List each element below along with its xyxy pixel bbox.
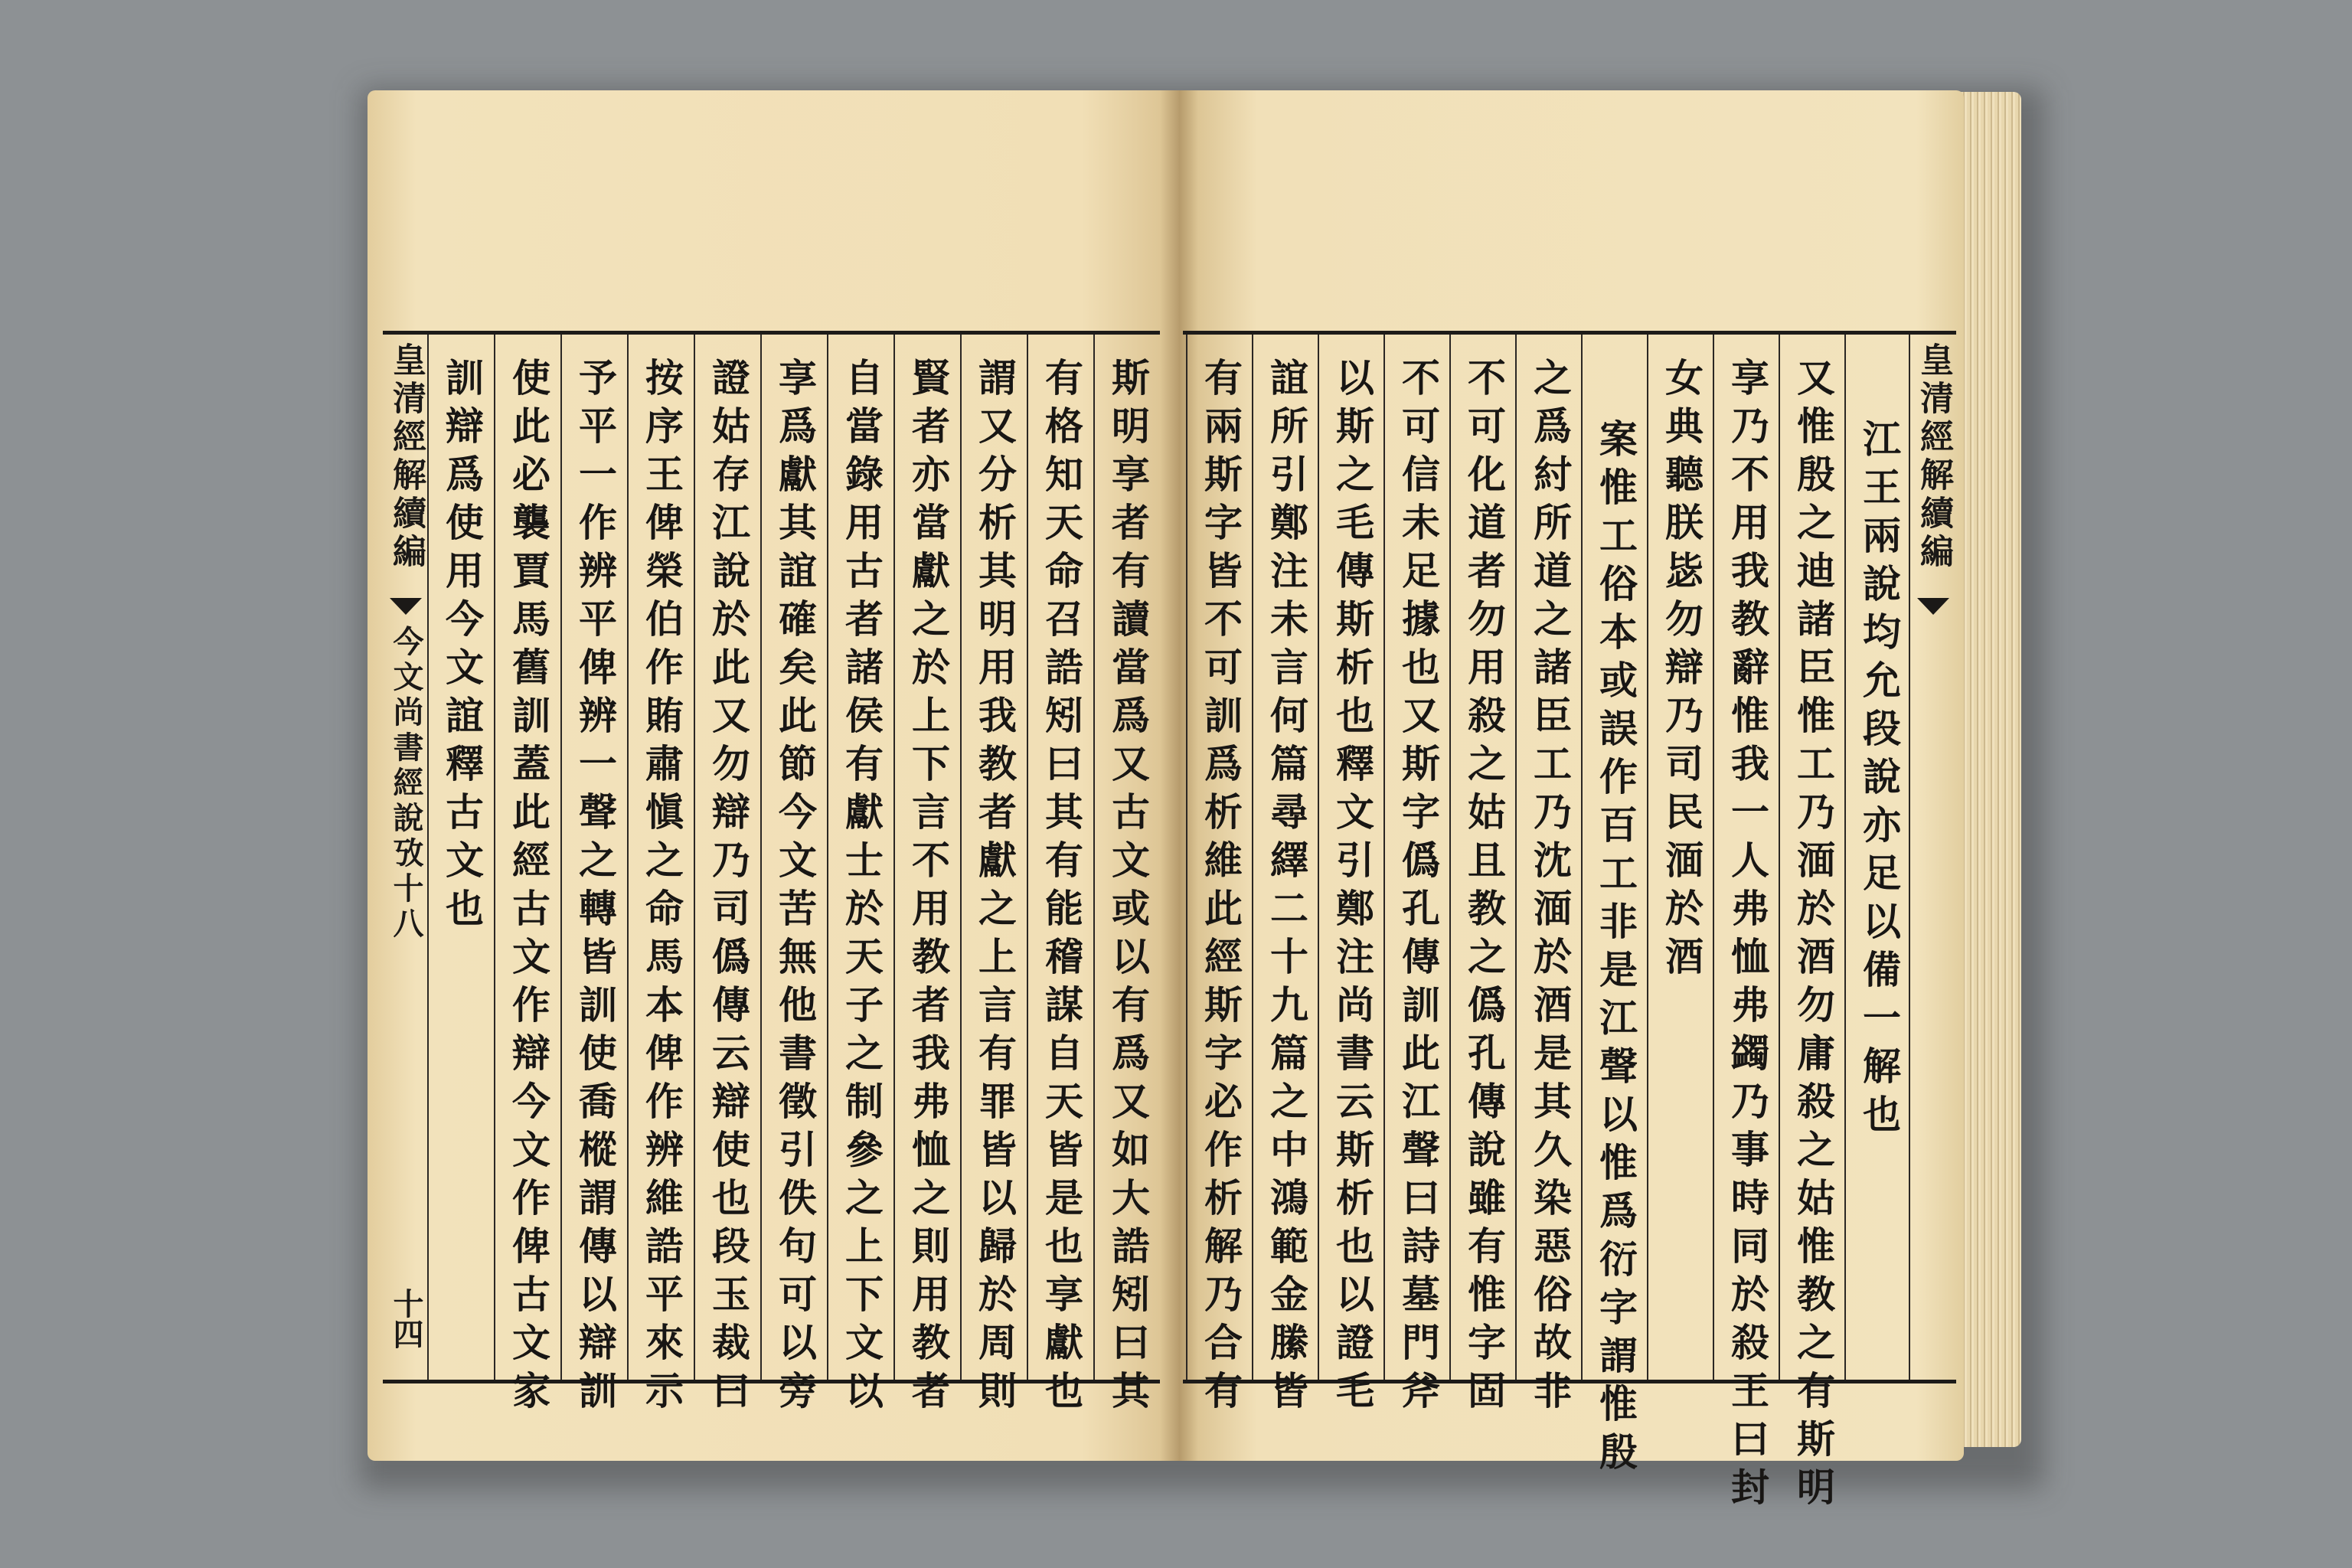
fish-tail-mark bbox=[383, 595, 429, 618]
right-page-column-text: 又惟殷之迪諸臣惟工乃湎於酒勿庸殺之姑惟教之有斯明 bbox=[1791, 358, 1836, 1515]
right-page-column-text: 有兩斯字皆不可訓爲析維此經斯字必作析解乃合有 bbox=[1198, 358, 1243, 1419]
left-page-column bbox=[760, 335, 828, 1419]
left-margin-column bbox=[383, 335, 429, 1380]
right-page-column bbox=[1186, 335, 1253, 1419]
left-page-column-text: 使此必襲賈馬舊訓蓋此經古文作辯今文作俾古文家 bbox=[506, 358, 551, 1419]
right-page-column bbox=[1515, 335, 1583, 1419]
left-page-column-text: 訓辯爲使用今文誼釋古文也 bbox=[439, 358, 485, 936]
right-page-column-text: 享乃不用我教辭惟我一人弗恤弗蠲乃事時同於殺王曰封 bbox=[1725, 358, 1770, 1515]
right-page-column-text: 案惟工俗本或誤作百工非是江聲以惟爲衍字謂惟殷 bbox=[1593, 419, 1638, 1480]
right-page-column bbox=[1581, 335, 1648, 1480]
left-page-column bbox=[494, 335, 562, 1419]
left-page-column bbox=[893, 335, 962, 1419]
left-page-column-text: 斯明享者有讀當爲又古文或以有爲又如大誥矧曰其 bbox=[1106, 358, 1151, 1419]
left-page-column bbox=[1093, 335, 1161, 1419]
left-page-column bbox=[827, 335, 895, 1419]
right-page-column bbox=[1318, 335, 1385, 1419]
right-page-column-text: 女典聽朕毖勿辯乃司民湎於酒 bbox=[1659, 358, 1704, 985]
right-page-column-text: 之爲紂所道之諸臣工乃沈湎於酒是其久染惡俗故非 bbox=[1527, 358, 1573, 1419]
right-page-column bbox=[1647, 335, 1714, 1380]
left-page-column bbox=[694, 335, 762, 1419]
right-page-column-text: 以斯之毛傳斯析也釋文引鄭注尚書云斯析也以證毛 bbox=[1330, 358, 1375, 1419]
right-page-column bbox=[1713, 335, 1780, 1515]
right-page-column-text: 江王兩說均允段說亦足以備一解也 bbox=[1857, 419, 1902, 1142]
left-page-column-text: 按序王俾榮伯作賄肅愼之命馬本俾作辨維誥平來示 bbox=[639, 358, 684, 1419]
left-page-column-text: 謂又分析其明用我教者獻之上言有罪皆以歸於周則 bbox=[972, 358, 1018, 1419]
book-title-right: 皇清經解續編 bbox=[1914, 342, 1953, 572]
fish-tail-mark-right bbox=[1910, 595, 1956, 618]
left-page-column-text: 證姑存江說於此又勿辯乃司僞傳云辯使也段玉裁曰 bbox=[706, 358, 751, 1419]
right-page-column bbox=[1779, 335, 1846, 1515]
left-page-column bbox=[627, 335, 695, 1419]
left-page-column bbox=[960, 335, 1028, 1419]
left-page-column-text: 享爲獻其誼確矣此節今文苦無他書徵引佚句可以旁 bbox=[773, 358, 818, 1419]
folio-number: 十四 bbox=[388, 1288, 424, 1349]
left-page-column bbox=[427, 335, 495, 1380]
right-page-column bbox=[1449, 335, 1517, 1419]
left-page-column-text: 賢者亦當獻之於上下言不用教者我弗恤之則用教者 bbox=[906, 358, 951, 1419]
left-page-column-text: 有格知天命召誥矧曰其有能稽謀自天皆是也享獻也 bbox=[1039, 358, 1084, 1419]
left-page-column-text: 予平一作辨平俾辨一聲之轉皆訓使喬樅謂傳以辯訓 bbox=[573, 358, 618, 1419]
right-page-column-text: 不可化道者勿用殺之姑且教之僞孔傳說雖有惟字固 bbox=[1462, 358, 1507, 1419]
book-title: 皇清經解續編 bbox=[387, 342, 426, 572]
page-edges bbox=[1960, 92, 2021, 1447]
right-page-column bbox=[1252, 335, 1319, 1419]
right-page-column bbox=[1383, 335, 1451, 1419]
right-page-column-text: 不可信未足據也又斯字僞孔傳訓此江聲曰詩墓門斧 bbox=[1396, 358, 1441, 1419]
left-text-frame bbox=[383, 331, 1160, 1419]
left-page-column bbox=[560, 335, 629, 1419]
right-margin-column bbox=[1909, 335, 1956, 1380]
left-page-column bbox=[1027, 335, 1095, 1419]
left-page-column-text: 自當錄用古者諸侯有獻士於天子之制參之上下文以 bbox=[839, 358, 884, 1419]
right-text-frame bbox=[1183, 331, 1956, 1515]
chapter-title: 今文尚書經說攷十八 bbox=[388, 626, 424, 942]
right-page-column-text: 誼所引鄭注未言何篇尋繹二十九篇之中鴻範金縢皆 bbox=[1264, 358, 1309, 1419]
right-page-column bbox=[1844, 335, 1912, 1380]
